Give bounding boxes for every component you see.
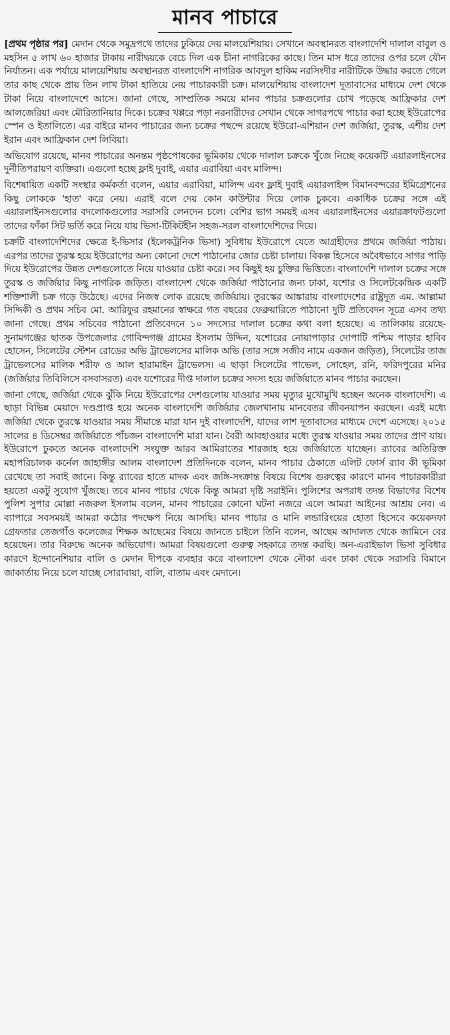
article-paragraph: চক্রটি বাংলাদেশিদের ক্ষেত্রে ই-ভিসার (ইলেকট্রনিক ভিসা) সুবিধায় ইউরোপে যেতে আগ্রহীদের প্রথমে জর্জিয়া পাঠায়। এরপর তাদের তুরস্ক হয়ে ইউরোপের অন্য কোনো দেশে পাঠানোর জোর চেষ্টা চালায়। বিকল্প হিসেবে অবৈধভাবে সাগর পাড়ি দিয়ে ইউরোপের উন্নত দেশগুলোতে নিয়ে যাওয়ার চেষ্টা করে। সব কিছুই হয় চুক্তির ভিত্তিতে। বাংলাদেশি দালাল চক্রের সঙ্গে তুরস্ক ও জর্জিয়ার কিছু নাগরিক জড়িত। বাংলাদেশ থেকে জর্জিয়া পাঠানোর জন্য ঢাকা, যশোর ও সিলেটকেন্দ্রিক একটি শক্তিশালী চক্র গড়ে উঠেছে। এদের নিজস্ব লোক রয়েছে জর্জিয়ায়। তুরস্কের আঙ্কারায় বাংলাদেশের রাষ্ট্রদূত এম. আল্লামা সিদ্দিকী ও প্রথম সচিব মো. আরিফুর রহমানের স্বাক্ষরে গত বছরের ফেব্রুয়ারিতে পাঠানো দুটি প্রতিবেদন সূত্রে এসব তথ্য জানা গেছে। প্রথম সচিবের পাঠানো প্রতিবেদনে ১০ সদস্যের দালাল চক্রের কথা বলা হয়েছে। এ তালিকায় রয়েছে- সুনামগঞ্জের ছাতক উপজেলার গোবিন্দগঞ্জ গ্রামের ইসলাম উদ্দিন, যশোরের নোয়াপাড়ার দোপাটি পশ্চিম পাড়ার হাবিব হোসেন, সিলেটের স্টেশন রোডের অভি ট্রাভেলসের মালিক অভি (তার সঙ্গে সজীব নামে একজন জড়িত), সিলেটের তাজ ট্রাভেলসের মালিক শরীফ ও আল হারামাইন ট্রাভেলস। এ ছাড়া সিলেটের পাভেল, সোহেল, রনি, ফরিদপুরের মনির (জর্জিয়ার তিবিলিসে বসবাসরত) এবং যশোরের দীপ্ত দালাল চক্রের সদস্য হয়ে জর্জিয়াতে মানব পাচার করছেন। (4, 236, 446, 385)
article-paragraph: বিশেষায়িত একটি সংস্থার কর্মকর্তা বলেন, এয়ার এরাবিয়া, মালিন্দ এবং ফ্লাই দুবাই এয়ারলাইন্স বিমানবন্দরের ইমিগ্রেশনের কিছু লোককে 'হাত' করে নেয়। এরাই বলে দেয় কোন কাউন্টার দিয়ে লোক চুকবে। একাধিক চক্রের সঙ্গে এই এয়ারলাইনসগুলোর বদলোকগুলোর সরাসরি লেনদেন চলে। বেশির ভাগ সময়ই এসব এয়ারলাইনসের এয়ারক্রাফটগুলো তাদের ফাঁকা সিট ভর্তি করে নিয়ে যায় ভিসা-টিকিটহীন সহজ-সরল বাংলাদেশিদের দিয়ে। (4, 180, 446, 233)
continued-from-label: [প্রথম পৃষ্ঠার পর] (4, 39, 69, 50)
article-headline: মানব পাচারে (158, 0, 291, 33)
article-paragraph: অভিযোগ রয়েছে, মানব পাচারের অনন্তম পৃষ্ঠপোষকের ভূমিকায় থেকে দালাল চক্রকে খুঁজে নিচ্ছে কয়েকটি এয়ারলাইনসের দুর্নীতিপরায়ণ ব্যক্তিরা। এগুলো হচ্ছে ফ্লাই দুবাই, এয়ার এরাবিয়া এবং মালিন্দ। (4, 150, 446, 176)
article-paragraph (4, 38, 446, 148)
headline-area (4, 0, 446, 36)
article-body (4, 38, 446, 580)
article-paragraph: জানা গেছে, জর্জিয়া থেকে ঝুঁকি নিয়ে ইউরোপের দেশগুলোয় যাওয়ার সময় মৃত্যুর মুখোমুখি হচ্ছেন অনেক বাংলাদেশি। এ ছাড়া বিভিন্ন মেয়াদে দণ্ডপ্রাপ্ত হয়ে অনেক বাংলাদেশি জর্জিয়ার জেলখানায় মানবেতর জীবনযাপন করছেন। এরই মধ্যে জর্জিয়া থেকে তুরস্কে যাওয়ার সময় সীমান্তে মারা যান দুই বাংলাদেশি, যাদের লাশ দূতাবাসের মাধ্যমে দেশে এসেছে। ২০১৫ সালের ৪ ডিসেম্বর জর্জিয়াতে পাঁচজন বাংলাদেশি মারা যান। বৈরী আবহাওয়ার মধ্যে তুরস্ক যাওয়ার সময় তাদের প্রাণ যায়। ইউরোপে ঢুকতে অনেক বাংলাদেশি সংযুক্ত আরব আমিরাতের শারজাহ হয়ে জর্জিয়াতে যাচ্ছেন। র‌্যাবের অতিরিক্ত মহাপরিচালক কর্নেল জাহাঙ্গীর আলম বাংলাদেশ প্রতিদিনকে বলেন, মানব পাচার ঠেকাতে এলিট ফোর্স র‌্যাব কী ভূমিকা রেখেছে তা সবাই জানে। কিন্তু র‌্যাবের হাতে মাদক এবং জঙ্গি-সংক্রান্ত বিষয়ে বিশেষ গুরুত্বের কারণে মানব পাচারকারীরা হয়তো একটু সুযোগ খুঁজছে। তবে মানব পাচার থেকে কিন্তু আমরা দৃষ্টি সরাইনি। পুলিশের অপরাধ তদন্ত বিভাগের বিশেষ পুলিশ সুপার মোল্লা নজরুল ইসলাম বলেন, মানব পাচারের কোনো ঘটনা নজরে এলে আমরা আইনের আশ্রয় নেব। এ ব্যাপারে সবসময়ই আমরা কঠোর পদক্ষেপ নিয়ে আসছি। মানব পাচার ও মানি লন্ডারিংয়ের হোতা হিসেবে কয়েকদফা গ্রেফতার তেজগাঁও কলেজের শিক্ষক আছেমের বিষয়ে জানতে চাইলে তিনি বলেন, আছেম আদালত থেকে জামিনে বের হয়েছেন। তার বিরুদ্ধে অনেক অভিযোগ। আমরা বিষয়গুলো গুরুত্ব সহকারে তদন্ত করছি। অন-এরাইভাল ভিসা সুবিধার কারণে ইন্দোনেশিয়ার বালি ও মেদান দীপকে ব্যবহার করে বাংলাদেশ থেকে নৌকা এবং ঢাকা থেকে সরাসরি বিমানে জাকার্তায় নিয়ে চলে যাচ্ছে সোরাবায়া, বালি, বাতাম এবং মেদানে। (4, 389, 446, 579)
paragraph-text: মেদান থেকে সমুদ্রপথে তাদের ঢুকিয়ে দেয় মালয়েশিয়ায়। সেখানে অবস্থানরত বাংলাদেশি দালাল বাবুল ও মহসিন ৫ লাখ ৬০ হাজার টাকায় নারীদ্বয়কে বেচে দিল এক চীনা নাগরিকের কাছে। তিন মাস ধরে তাদের ওপর চলে যৌন নির্যাতন। এক পর্যায়ে মালয়েশিয়ায় অবস্থানরত বাংলাদেশি নাগরিক আবদুল হাকিম নরসিংদীর নারীটিকে উদ্ধার করতে গেলে তার কাছ থেকে প্রায় তিন লাখ টাকা হাতিয়ে নেয় পাচারকারী চক্র। মালয়েশিয়ায় বাংলাদেশ দূতাবাসের মাধ্যমে দেশ থেকে টাকা নিয়ে বাংলাদেশে আসে। জানা গেছে, সাম্প্রতিক সময়ে মানব পাচার চক্রগুলোর চোখ পড়েছে আফ্রিকার দেশ আলজেরিয়া এবং মৌরিতানিয়ার দিকে। চক্রের খপ্পরে পড়া নরনারীদের সেখান থেকে সাগরপথে পাচার করা হচ্ছে ইউরোপের স্পেন ও ইতালিতে। এর বাইরে মানব পাচারের জন্য চক্রের পছন্দে রয়েছে ইউরো-এশিয়ান দেশ জর্জিয়া, তুরস্ক, এশীয় দেশ ইরান এবং আফ্রিকান দেশ লিবিয়া। (4, 39, 446, 146)
